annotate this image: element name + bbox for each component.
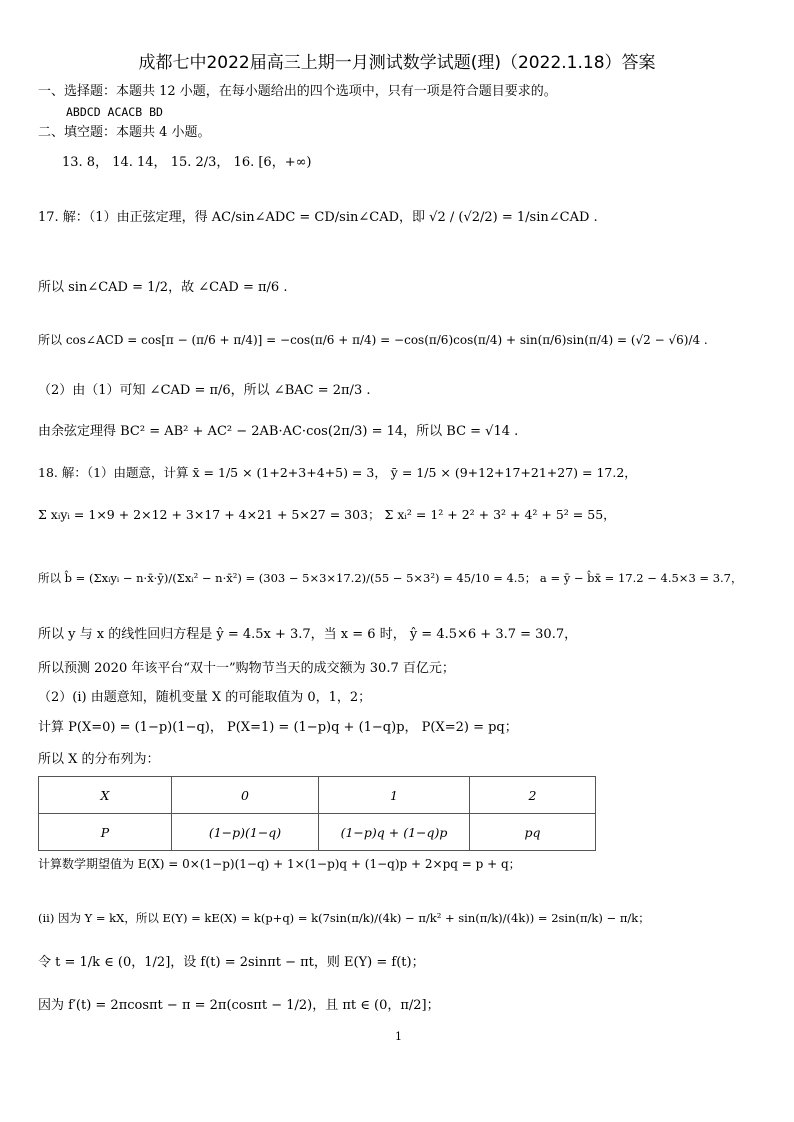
table-cell: 0 — [172, 777, 319, 814]
q18-line-2: Σ xᵢyᵢ = 1×9 + 2×12 + 3×17 + 4×21 + 5×27 = 303； Σ xᵢ² = 1² + 2² + 3² + 4² + 5² = 55， — [38, 507, 616, 522]
table-cell: 2 — [470, 777, 596, 814]
q18-line-4: 所以 y 与 x 的线性回归方程是 ŷ = 4.5x + 3.7，当 x = 6 时， ŷ = 4.5×6 + 3.7 = 30.7， — [38, 627, 578, 642]
q17-line-3: 所以 cos∠ACD = cos[π − (π/6 + π/4)] = −cos(π/6 + π/4) = −cos(π/6)cos(π/4) + sin(π/6)sin(π/4) = (√2 − √6)/4 . — [38, 333, 708, 347]
q18-line-10: (ii) 因为 Y = kX，所以 E(Y) = kE(X) = k(p+q) = k(7sin(π/k)/(4k) − π/k² + sin(π/k)/(4k)) = 2sin(π/k) − π/k； — [38, 911, 650, 925]
table-cell: 1 — [319, 777, 470, 814]
table-row — [39, 777, 596, 814]
distribution-table — [38, 776, 596, 851]
table-cell: (1−p)(1−q) — [172, 814, 319, 851]
q17-line-1: 17. 解：（1）由正弦定理，得 AC/sin∠ADC = CD/sin∠CAD，即 √2 / (√2/2) = 1/sin∠CAD . — [38, 210, 598, 225]
q18-line-11: 令 t = 1/k ∈ (0，1/2]，设 f(t) = 2sinπt − πt，则 E(Y) = f(t)； — [38, 955, 425, 970]
q17-line-5: 由余弦定理得 BC² = AB² + AC² − 2AB·AC·cos(2π/3) = 14，所以 BC = √14 . — [38, 424, 519, 439]
q18-line-8: 所以 X 的分布列为： — [38, 752, 160, 767]
q18-line-7: 计算 P(X=0) = (1−p)(1−q)， P(X=1) = (1−p)q + (1−q)p， P(X=2) = pq； — [38, 720, 518, 735]
q18-line-12: 因为 f′(t) = 2πcosπt − π = 2π(cosπt − 1/2)，且 πt ∈ (0，π/2]； — [38, 998, 440, 1013]
page-number: 1 — [395, 1030, 402, 1043]
section-2-answers: 13. 8， 14. 14， 15. 2/3， 16. [6，+∞) — [62, 155, 312, 170]
q18-line-6: （2）(i) 由题意知，随机变量 X 的可能取值为 0，1，2； — [38, 690, 372, 705]
section-2-heading: 二、填空题：本题共 4 小题。 — [38, 125, 211, 140]
section-1-answers: ABDCD ACACB BD — [66, 105, 163, 119]
section-1-heading: 一、选择题：本题共 12 小题，在每小题给出的四个选项中，只有一项是符合题目要求的。 — [38, 84, 557, 99]
q17-line-2: 所以 sin∠CAD = 1/2，故 ∠CAD = π/6 . — [38, 280, 288, 295]
table-cell: P — [39, 814, 172, 851]
q18-line-1: 18. 解：（1）由题意，计算 x̄ = 1/5 × (1+2+3+4+5) = 3， ȳ = 1/5 × (9+12+17+21+27) = 17.2， — [38, 465, 637, 480]
q18-line-9: 计算数学期望值为 E(X) = 0×(1−p)(1−q) + 1×(1−p)q + (1−q)p + 2×pq = p + q； — [38, 857, 521, 871]
q17-line-4: （2）由（1）可知 ∠CAD = π/6，所以 ∠BAC = 2π/3 . — [38, 383, 371, 398]
q18-line-5: 所以预测 2020 年该平台“双十一”购物节当天的成交额为 30.7 百亿元； — [38, 661, 455, 676]
table-cell: (1−p)q + (1−q)p — [319, 814, 470, 851]
table-cell: pq — [470, 814, 596, 851]
table-row — [39, 814, 596, 851]
table-cell: X — [39, 777, 172, 814]
page-title: 成都七中2022届高三上期一月测试数学试题(理)（2022.1.18）答案 — [138, 53, 656, 73]
q18-line-3: 所以 b̂ = (Σxᵢyᵢ − n·x̄·ȳ)/(Σxᵢ² − n·x̄²) = (303 − 5×3×17.2)/(55 − 5×3²) = 45/10 = 4.5； a = ȳ − b̂x̄ = 17.2 − 4.5×3 = 3.7， — [38, 571, 743, 585]
